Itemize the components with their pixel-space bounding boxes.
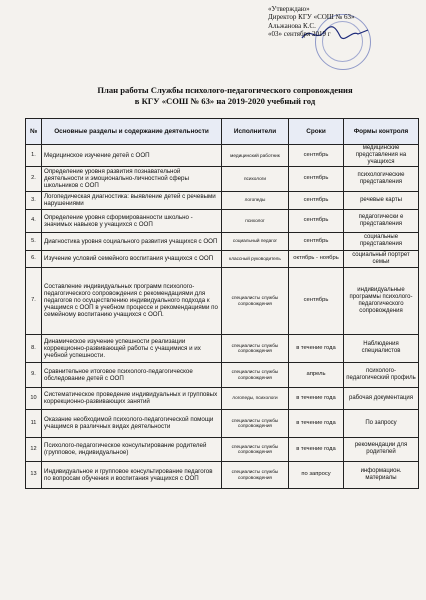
row-form: психолого-педагогический профиль: [344, 362, 419, 387]
row-number: 1.: [26, 145, 42, 167]
row-number: 13: [26, 461, 42, 488]
row-number: 8.: [26, 334, 42, 362]
approval-block: [268, 5, 355, 39]
row-term: сентябрь: [289, 191, 344, 209]
row-number: 4.: [26, 209, 42, 232]
row-number: 6.: [26, 250, 42, 267]
row-form: рабочая документация: [344, 387, 419, 409]
table-row: [26, 145, 419, 167]
header-executor: Исполнители: [222, 119, 289, 145]
row-form: Наблюдения специалистов: [344, 334, 419, 362]
row-form: педагогически е представления: [344, 209, 419, 232]
row-executor: логопеды, психологи: [222, 387, 289, 409]
row-content: Оказание необходимой психолого-педагогической помощи учащимся в различных видах деятельности: [42, 409, 222, 437]
table-row: [26, 334, 419, 362]
row-content: Медицинское изучение детей с ООП: [42, 145, 222, 167]
row-content: Определение уровня развития познавательной деятельности и эмоционально-личностной сферы школьников с ООП: [42, 166, 222, 191]
row-term: в течение года: [289, 387, 344, 409]
row-form: информацион. материалы: [344, 461, 419, 488]
table-row: [26, 166, 419, 191]
page-title: [30, 85, 420, 106]
header-number: №: [26, 119, 42, 145]
row-executor: специалисты службы сопровождения: [222, 334, 289, 362]
row-form: медицинские представления на учащихся: [344, 145, 419, 167]
table-row: [26, 232, 419, 250]
row-content: Систематическое проведение индивидуальных и групповых коррекционно-развивающих занятий: [42, 387, 222, 409]
header-term: Сроки: [289, 119, 344, 145]
row-number: 5.: [26, 232, 42, 250]
row-term: сентябрь: [289, 145, 344, 167]
row-content: Составление индивидуальных программ психолого-педагогического сопровождения с рекомендациями для педагогов по осуществлению индивидуального подхода к учащимся с ООП в учебном процессе и рекомендациями по семейному воспитанию учащихся с ООП.: [42, 267, 222, 334]
table-header-row: [26, 119, 419, 145]
table-row: [26, 191, 419, 209]
row-executor: специалисты службы сопровождения: [222, 267, 289, 334]
row-term: в течение года: [289, 334, 344, 362]
table-row: [26, 362, 419, 387]
row-executor: специалисты службы сопровождения: [222, 437, 289, 461]
row-number: 9.: [26, 362, 42, 387]
row-term: в течение года: [289, 409, 344, 437]
row-number: 7.: [26, 267, 42, 334]
row-content: Психолого-педагогическое консультирование родителей (групповое, индивидуальное): [42, 437, 222, 461]
row-executor: психолог: [222, 209, 289, 232]
header-form: Формы контроля: [344, 119, 419, 145]
work-plan-table: [25, 118, 419, 489]
table-row: [26, 409, 419, 437]
title-line-2: в КГУ «СОШ № 63» на 2019-2020 учебный год: [134, 95, 316, 106]
row-executor: социальный педагог: [222, 232, 289, 250]
row-form: По запросу: [344, 409, 419, 437]
approval-line-3: Альжанова К.С.: [268, 21, 316, 30]
row-term: сентябрь: [289, 267, 344, 334]
row-content: Логопедическая диагностика: выявление детей с речевыми нарушениями: [42, 191, 222, 209]
row-content: Индивидуальное и групповое консультирование педагогов по вопросам обучения и воспитания учащихся с ООП: [42, 461, 222, 488]
row-term: в течение года: [289, 437, 344, 461]
table-row: [26, 461, 419, 488]
row-form: социальные представления: [344, 232, 419, 250]
row-term: сентябрь: [289, 209, 344, 232]
row-executor: специалисты службы сопровождения: [222, 409, 289, 437]
row-executor: специалисты службы сопровождения: [222, 362, 289, 387]
row-content: Динамическое изучение успешности реализации коррекционно-развивающей работы с учащимися и их учебной успешности.: [42, 334, 222, 362]
header-content: Основные разделы и содержание деятельности: [42, 119, 222, 145]
row-number: 2.: [26, 166, 42, 191]
row-executor: логопеды: [222, 191, 289, 209]
row-form: рекомендации для родителей: [344, 437, 419, 461]
table-row: [26, 437, 419, 461]
row-term: сентябрь: [289, 232, 344, 250]
row-content: Изучение условий семейного воспитания учащихся с ООП: [42, 250, 222, 267]
table-row: [26, 209, 419, 232]
row-term: апрель: [289, 362, 344, 387]
title-line-1: План работы Службы психолого-педагогического сопровождения: [97, 85, 353, 95]
table-row: [26, 250, 419, 267]
approval-line-1: «Утверждаю»: [268, 5, 310, 13]
row-form: речевые карты: [344, 191, 419, 209]
row-term: сентябрь: [289, 166, 344, 191]
row-executor: медицинский работник: [222, 145, 289, 167]
row-term: октябрь - ноябрь: [289, 250, 344, 267]
approval-line-4: «03» сентября 2019 г: [268, 30, 331, 39]
row-executor: классный руководитель: [222, 250, 289, 267]
row-content: Диагностика уровня социального развития учащихся с ООП: [42, 232, 222, 250]
row-form: социальный портрет семьи: [344, 250, 419, 267]
row-number: 10: [26, 387, 42, 409]
row-number: 12: [26, 437, 42, 461]
row-executor: психологи: [222, 166, 289, 191]
approval-line-2: Директор КГУ «СОШ № 63»: [268, 13, 355, 22]
row-executor: специалисты службы сопровождения: [222, 461, 289, 488]
row-form: индивидуальные программы психолого-педагогического сопровождения: [344, 267, 419, 334]
table-row: [26, 387, 419, 409]
table-row: [26, 267, 419, 334]
row-content: Сравнительное итоговое психолого-педагогическое обследование детей с ООП: [42, 362, 222, 387]
row-content: Определение уровня сформированности школьно - значимых навыков у учащихся с ООП: [42, 209, 222, 232]
row-number: 3.: [26, 191, 42, 209]
row-number: 11: [26, 409, 42, 437]
row-term: по запросу: [289, 461, 344, 488]
row-form: психологические представления: [344, 166, 419, 191]
